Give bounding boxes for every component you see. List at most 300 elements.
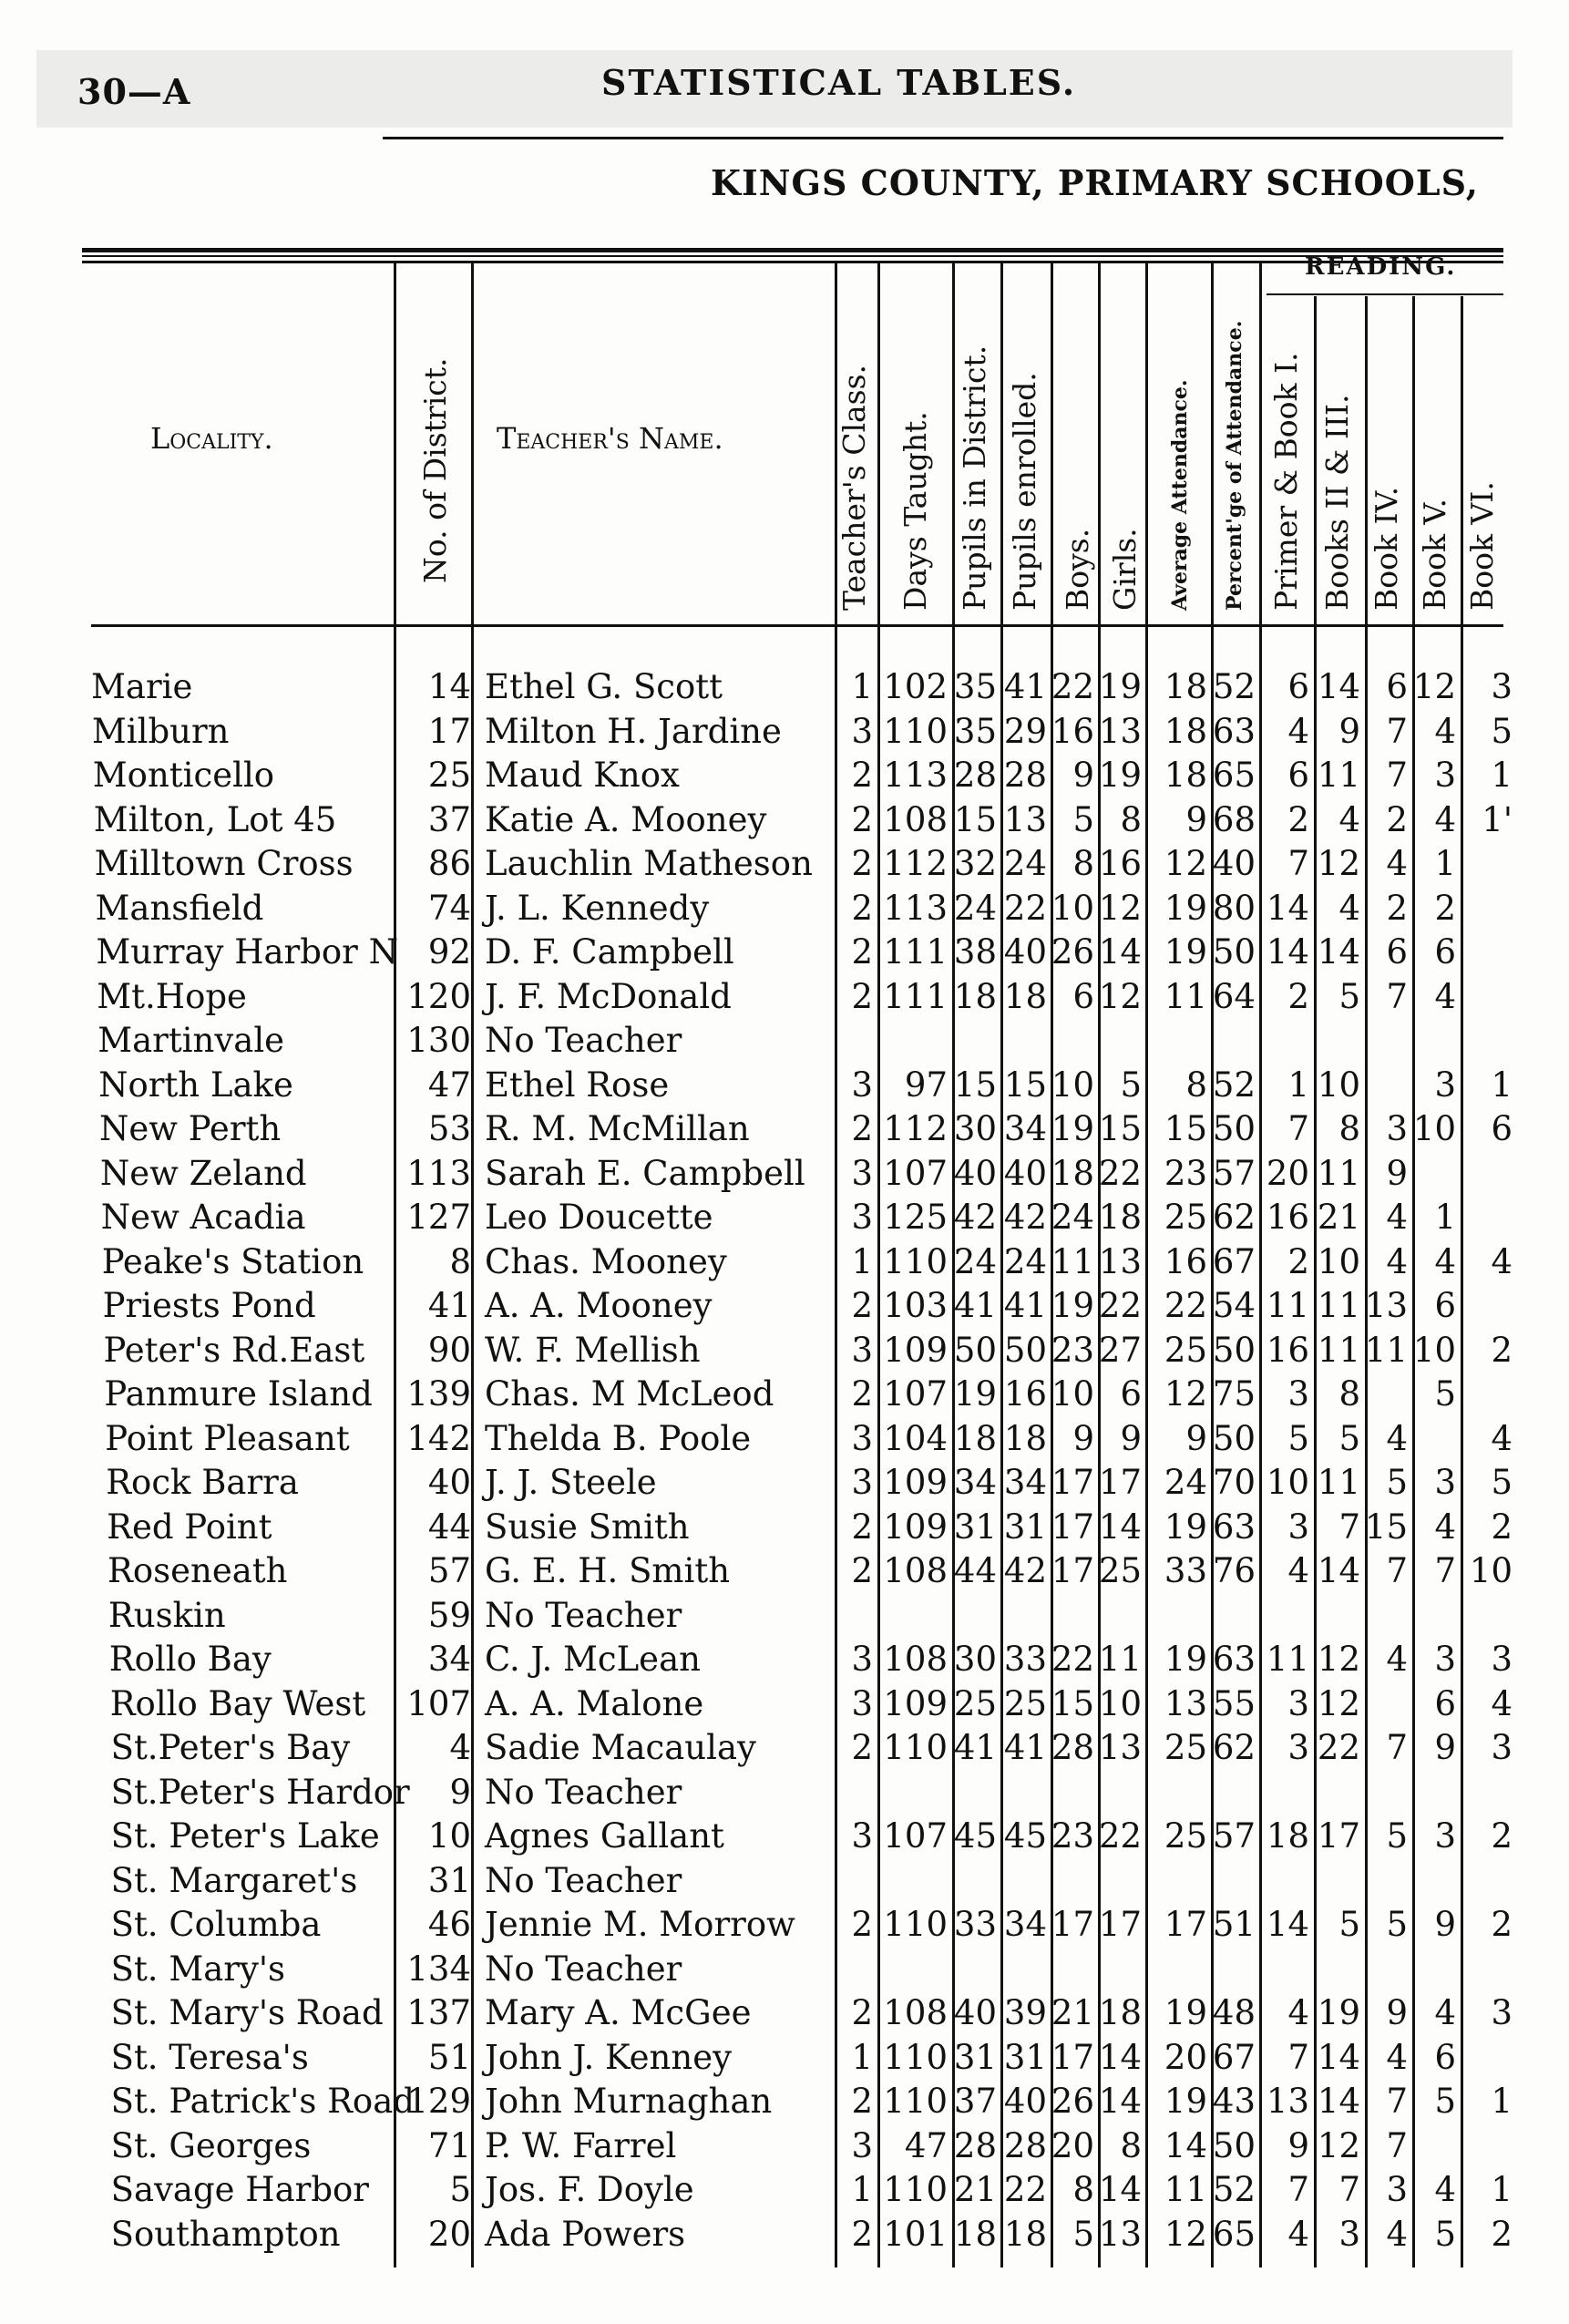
teacher-class-cell: 3 [851,2125,873,2165]
teacher-name-cell: Katie A. Mooney [485,799,767,839]
books-2-3-cell: 22 [1317,1728,1360,1767]
girls-cell: 25 [1098,1551,1142,1590]
book-6-cell: 2 [1491,1816,1513,1856]
teacher-name-cell: Maud Knox [485,756,680,795]
boys-cell: 26 [1051,932,1094,972]
percentage-attendance-cell: 63 [1212,1506,1256,1547]
girls-cell: 19 [1098,667,1142,706]
boys-cell: 10 [1051,1374,1094,1414]
girls-cell: 13 [1098,2214,1142,2254]
days-taught-cell: 107 [883,1153,948,1193]
percentage-attendance-cell: 67 [1212,2037,1256,2077]
days-taught-cell: 125 [883,1198,948,1237]
pupils-enrolled-cell: 22 [1003,2170,1047,2209]
teacher-name-cell: Ada Powers [485,2214,686,2254]
district-number-cell: 20 [427,2214,471,2254]
book-5-cell: 6 [1434,1683,1456,1723]
book-5-cell: 4 [1434,1993,1456,2032]
days-taught-cell: 47 [904,2125,948,2165]
reading-header: READING. [1305,253,1457,281]
table-row [0,1284,1569,1328]
book-6-cell: 5 [1491,711,1513,751]
books-2-3-cell: 14 [1317,2037,1360,2077]
locality-cell: Milton, Lot 45 [93,799,337,839]
pupils-enrolled-cell: 28 [1003,2125,1047,2165]
pupils-in-district-cell: 19 [953,1374,997,1414]
district-number-cell: 41 [427,1286,471,1325]
teacher-class-cell: 2 [851,2214,873,2254]
boys-cell: 17 [1051,1551,1094,1590]
teacher-name-cell: No Teacher [485,1860,682,1900]
table-row [0,1373,1569,1416]
pupils-enrolled-cell: 24 [1003,844,1047,883]
locality-cell: St. Margaret's [110,1860,358,1900]
pupils-in-district-cell: 31 [953,2037,997,2077]
book-6-cell: 2 [1491,2214,1513,2254]
teacher-class-cell: 2 [851,976,873,1016]
primer-book1-cell: 2 [1287,1241,1309,1281]
girls-cell: 6 [1120,1374,1142,1414]
average-attendance-cell: 8 [1185,1064,1207,1105]
book-5-cell: 4 [1434,711,1456,751]
days-taught-cell: 109 [883,1330,948,1370]
books-2-3-cell: 11 [1317,1330,1360,1370]
boys-cell: 18 [1051,1153,1094,1193]
boys-cell: 22 [1051,1640,1094,1679]
book-6-cell: 1 [1491,756,1513,795]
girls-cell: 16 [1098,844,1142,883]
book-4-cell: 5 [1386,1816,1408,1856]
girls-cell: 17 [1098,1905,1142,1944]
primer-book1-cell: 14 [1266,932,1309,972]
book-5-cell: 10 [1412,1109,1456,1148]
boys-cell: 8 [1072,844,1094,883]
books-2-3-header: Books II & III. [1319,394,1355,611]
boys-cell: 10 [1051,888,1094,928]
district-number-cell: 92 [427,932,471,972]
average-attendance-cell: 19 [1164,1993,1207,2032]
pupils-in-district-cell: 28 [953,756,997,795]
days-taught-cell: 112 [883,1109,948,1148]
average-attendance-cell: 15 [1164,1109,1207,1148]
primer-header: Primer & Book I. [1268,352,1304,611]
pupils-enrolled-cell: 22 [1003,888,1047,928]
book-6-cell: 1' [1482,799,1513,839]
table-row [0,1196,1569,1239]
boys-cell: 19 [1051,1109,1094,1148]
primer-book1-cell: 16 [1266,1330,1309,1370]
district-number-cell: 71 [427,2125,471,2165]
book-4-cell: 7 [1386,976,1408,1016]
locality-cell: St. Patrick's Road [110,2082,415,2121]
percentage-attendance-cell: 48 [1212,1993,1256,2032]
teacher-class-header: Teacher's Class. [836,364,872,611]
primer-book1-cell: 3 [1287,1374,1309,1414]
boys-cell: 10 [1051,1064,1094,1105]
book-5-cell: 4 [1434,976,1456,1016]
pupils-district-header: Pupils in District. [957,344,992,611]
primer-book1-cell: 2 [1287,799,1309,839]
teacher-name-cell: No Teacher [485,1949,682,1989]
pupils-enrolled-cell: 34 [1003,1463,1047,1502]
primer-book1-cell: 11 [1266,1286,1309,1325]
teacher-name-cell: C. J. McLean [485,1640,701,1679]
days-taught-cell: 108 [883,1551,948,1590]
table-row [0,1107,1569,1151]
teacher-class-cell: 2 [851,1109,873,1148]
teacher-name-cell: Sarah E. Campbell [485,1153,805,1193]
days-taught-cell: 110 [883,2170,948,2209]
table-row [0,2124,1569,2168]
book-4-cell: 7 [1386,756,1408,795]
girls-cell: 13 [1098,1241,1142,1281]
book-6-cell: 1 [1491,2082,1513,2121]
locality-cell: St. Georges [110,2125,312,2165]
book-4-cell: 4 [1386,844,1408,883]
table-row [0,1991,1569,2035]
days-taught-cell: 109 [883,1683,948,1723]
girls-cell: 10 [1098,1683,1142,1723]
teacher-class-cell: 2 [851,1993,873,2032]
page-title: STATISTICAL TABLES. [601,62,1077,103]
table-row [0,1638,1569,1681]
teacher-class-cell: 1 [851,2170,873,2209]
books-2-3-cell: 11 [1317,756,1360,795]
book-5-cell: 1 [1434,844,1456,883]
locality-cell: St. Mary's Road [110,1993,384,2032]
pupils-enrolled-cell: 25 [1003,1683,1047,1723]
pupils-in-district-cell: 41 [953,1728,997,1767]
book-5-cell: 10 [1412,1330,1456,1370]
percentage-attendance-cell: 65 [1212,756,1256,795]
books-2-3-cell: 11 [1317,1153,1360,1193]
locality-cell: Mt.Hope [97,976,247,1016]
days-taught-cell: 101 [883,2214,948,2254]
primer-book1-cell: 6 [1287,756,1309,795]
primer-book1-cell: 4 [1287,711,1309,751]
teacher-name-cell: John J. Kenney [485,2037,733,2077]
days-taught-cell: 110 [883,2082,948,2121]
pupils-in-district-cell: 24 [953,888,997,928]
pupils-in-district-cell: 50 [953,1330,997,1370]
boys-cell: 15 [1051,1683,1094,1723]
percentage-attendance-cell: 65 [1212,2214,1256,2254]
teacher-class-cell: 3 [851,1330,873,1370]
book-4-cell: 5 [1386,1463,1408,1502]
days-taught-cell: 104 [883,1418,948,1458]
percentage-attendance-cell: 43 [1212,2082,1256,2121]
pupils-in-district-cell: 30 [953,1109,997,1148]
primer-book1-cell: 2 [1287,976,1309,1016]
district-number-cell: 120 [406,976,471,1016]
boys-cell: 22 [1051,667,1094,706]
teacher-name-cell: Milton H. Jardine [485,711,782,751]
district-number-cell: 142 [406,1418,471,1458]
pupils-enrolled-cell: 24 [1003,1241,1047,1281]
book-6-cell: 1 [1491,1064,1513,1105]
girls-cell: 14 [1098,932,1142,972]
table-row [0,2168,1569,2212]
pupils-enrolled-header: Pupils enrolled. [1007,372,1042,611]
pupils-in-district-cell: 42 [953,1198,997,1237]
teacher-class-cell: 2 [851,1286,873,1325]
teacher-class-cell: 2 [851,2082,873,2121]
days-taught-header: Days Taught. [897,411,933,611]
pupils-in-district-cell: 44 [953,1551,997,1590]
pupils-in-district-cell: 28 [953,2125,997,2165]
average-attendance-cell: 19 [1164,1506,1207,1547]
boys-cell: 8 [1072,2170,1094,2209]
table-row [0,887,1569,931]
teacher-name-cell: G. E. H. Smith [485,1551,731,1590]
teacher-class-cell: 1 [851,1241,873,1281]
teacher-name-cell: Ethel G. Scott [485,667,723,706]
girls-cell: 13 [1098,1728,1142,1767]
average-attendance-cell: 12 [1164,1374,1207,1414]
books-2-3-cell: 11 [1317,1463,1360,1502]
table-row [0,975,1569,1019]
table-row [0,2080,1569,2123]
percentage-attendance-cell: 50 [1212,1418,1256,1458]
average-attendance-cell: 11 [1164,2170,1207,2209]
district-number-cell: 9 [449,1772,471,1812]
average-attendance-cell: 9 [1185,1418,1207,1458]
district-number-cell: 134 [406,1949,471,1989]
teacher-class-cell: 2 [851,756,873,795]
primer-book1-cell: 16 [1266,1198,1309,1237]
average-attendance-cell: 18 [1164,667,1207,706]
teacher-name-cell: J. L. Kennedy [485,888,710,928]
district-number-cell: 10 [427,1816,471,1856]
book-5-cell: 3 [1434,1463,1456,1502]
book-6-cell: 3 [1491,667,1513,706]
header-rule-second [82,255,1503,257]
table-row [0,798,1569,842]
girls-cell: 19 [1098,756,1142,795]
days-taught-cell: 110 [883,1241,948,1281]
books-2-3-cell: 4 [1338,799,1360,839]
teacher-name-cell: Mary A. McGee [485,1993,752,2032]
books-2-3-cell: 8 [1338,1109,1360,1148]
locality-cell: Monticello [92,756,275,795]
teacher-name-cell: Chas. Mooney [485,1241,727,1281]
table-row [0,1948,1569,1991]
primer-book1-cell: 7 [1287,2170,1309,2209]
table-row [0,1240,1569,1284]
percentage-attendance-cell: 55 [1212,1683,1256,1723]
girls-cell: 5 [1120,1064,1142,1105]
primer-book1-cell: 6 [1287,667,1309,706]
locality-cell: Milburn [91,711,230,751]
girls-cell: 8 [1120,799,1142,839]
reading-rule [1266,293,1503,295]
title-rule [383,137,1503,139]
boys-cell: 21 [1051,1993,1094,2032]
book-5-cell: 7 [1434,1551,1456,1590]
average-attendance-cell: 19 [1164,1640,1207,1679]
boys-cell: 17 [1051,2037,1094,2077]
girls-cell: 22 [1098,1286,1142,1325]
pupils-enrolled-cell: 41 [1003,667,1047,706]
locality-cell: Ruskin [108,1595,226,1635]
table-row [0,1549,1569,1593]
header-rule-third [82,261,1503,263]
pupils-in-district-cell: 33 [953,1905,997,1944]
locality-header: Locality. [150,421,273,456]
table-row [0,1859,1569,1903]
pct-attendance-header: Percent'ge of Attendance. [1223,320,1246,611]
days-taught-cell: 109 [883,1463,948,1502]
average-attendance-cell: 22 [1164,1286,1207,1325]
locality-cell: New Perth [99,1109,282,1148]
pupils-in-district-cell: 30 [953,1640,997,1679]
pupils-enrolled-cell: 13 [1003,799,1047,839]
district-number-cell: 129 [406,2082,471,2121]
average-attendance-cell: 25 [1164,1816,1207,1856]
locality-cell: Rollo Bay West [109,1683,366,1723]
district-number-cell: 59 [427,1595,471,1635]
primer-book1-cell: 4 [1287,1551,1309,1590]
primer-book1-cell: 7 [1287,2037,1309,2077]
girls-cell: 12 [1098,888,1142,928]
teacher-name-cell: J. F. McDonald [485,976,732,1016]
teacher-name-cell: Jennie M. Morrow [485,1905,795,1944]
district-number-cell: 86 [427,844,471,883]
girls-cell: 18 [1098,1993,1142,2032]
teacher-name-cell: A. A. Malone [485,1683,704,1723]
district-number-cell: 57 [427,1551,471,1590]
days-taught-cell: 110 [883,711,948,751]
teacher-name-cell: John Murnaghan [485,2082,773,2121]
percentage-attendance-cell: 67 [1212,1241,1256,1281]
teacher-name-cell: Agnes Gallant [485,1816,724,1856]
district-header: No. of District. [417,357,453,583]
boys-cell: 17 [1051,1905,1094,1944]
book-6-cell: 4 [1491,1418,1513,1458]
primer-book1-cell: 3 [1287,1683,1309,1723]
teacher-class-cell: 2 [851,844,873,883]
book-6-cell: 5 [1491,1463,1513,1502]
days-taught-cell: 108 [883,1993,948,2032]
district-number-cell: 51 [427,2037,471,2077]
teacher-class-cell: 3 [851,1153,873,1193]
days-taught-cell: 110 [883,2037,948,2077]
district-number-cell: 130 [406,1021,471,1060]
book-6-cell: 10 [1469,1551,1513,1590]
books-2-3-cell: 14 [1317,2082,1360,2121]
book-4-cell: 9 [1386,1993,1408,2032]
teacher-class-cell: 2 [851,799,873,839]
books-2-3-cell: 11 [1317,1286,1360,1325]
pupils-in-district-cell: 25 [953,1683,997,1723]
teacher-name-cell: No Teacher [485,1772,682,1812]
book-5-cell: 6 [1434,1286,1456,1325]
average-attendance-cell: 18 [1164,711,1207,751]
book-5-cell: 4 [1434,1241,1456,1281]
average-attendance-cell: 25 [1164,1330,1207,1370]
book-5-cell: 5 [1434,2082,1456,2121]
table-row [0,1506,1569,1549]
teacher-class-cell: 2 [851,932,873,972]
table-row [0,1903,1569,1947]
table-row [0,1461,1569,1505]
books-2-3-cell: 3 [1338,2214,1360,2254]
average-attendance-cell: 12 [1164,844,1207,883]
teacher-name-cell: R. M. McMillan [485,1109,750,1148]
days-taught-cell: 111 [883,932,948,972]
district-number-cell: 40 [427,1463,471,1502]
teacher-header: Teacher's Name. [497,421,723,456]
pupils-in-district-cell: 41 [953,1286,997,1325]
book-6-header: Book VI. [1464,481,1500,611]
girls-cell: 14 [1098,2170,1142,2209]
book-6-cell: 1 [1491,2170,1513,2209]
days-taught-cell: 107 [883,1816,948,1856]
pupils-enrolled-cell: 40 [1003,2082,1047,2121]
pupils-enrolled-cell: 31 [1003,2037,1047,2077]
teacher-name-cell: P. W. Farrel [485,2125,677,2165]
percentage-attendance-cell: 57 [1212,1153,1256,1193]
pupils-in-district-cell: 32 [953,844,997,883]
book-5-cell: 6 [1434,932,1456,972]
percentage-attendance-cell: 52 [1212,667,1256,706]
book-4-cell: 4 [1386,1418,1408,1458]
percentage-attendance-cell: 54 [1212,1286,1256,1325]
book-4-header: Book IV. [1369,486,1404,611]
locality-cell: Priests Pond [102,1286,316,1325]
teacher-name-cell: D. F. Campbell [485,932,734,972]
pupils-enrolled-cell: 18 [1003,2214,1047,2254]
girls-cell: 8 [1120,2125,1142,2165]
girls-cell: 15 [1098,1109,1142,1148]
book-5-header: Book V. [1417,498,1452,611]
book-4-cell: 5 [1386,1905,1408,1944]
teacher-name-cell: Jos. F. Doyle [485,2170,694,2209]
pupils-enrolled-cell: 45 [1003,1816,1047,1856]
table-row [0,1152,1569,1196]
boys-cell: 5 [1072,2214,1094,2254]
girls-cell: 13 [1098,711,1142,751]
books-2-3-cell: 12 [1317,844,1360,883]
locality-cell: Murray Harbor N [96,932,398,972]
girls-cell: 14 [1098,2082,1142,2121]
teacher-class-cell: 3 [851,711,873,751]
book-5-cell: 9 [1434,1905,1456,1944]
percentage-attendance-cell: 50 [1212,1330,1256,1370]
district-number-cell: 90 [427,1330,471,1370]
average-attendance-cell: 25 [1164,1728,1207,1767]
pupils-in-district-cell: 21 [953,2170,997,2209]
boys-cell: 5 [1072,799,1094,839]
book-4-cell: 7 [1386,1728,1408,1767]
primer-book1-cell: 18 [1266,1816,1309,1856]
district-number-cell: 34 [427,1640,471,1679]
average-attendance-cell: 17 [1164,1905,1207,1944]
average-attendance-cell: 24 [1164,1463,1207,1502]
teacher-class-cell: 3 [851,1816,873,1856]
primer-book1-cell: 1 [1287,1064,1309,1105]
teacher-class-cell: 3 [851,1064,873,1105]
average-attendance-cell: 18 [1164,756,1207,795]
district-number-cell: 113 [406,1153,471,1193]
books-2-3-cell: 14 [1317,667,1360,706]
books-2-3-cell: 5 [1338,1418,1360,1458]
days-taught-cell: 109 [883,1506,948,1547]
teacher-name-cell: Ethel Rose [485,1064,670,1105]
average-attendance-cell: 13 [1164,1683,1207,1723]
primer-book1-cell: 10 [1266,1463,1309,1502]
primer-book1-cell: 7 [1287,1109,1309,1148]
